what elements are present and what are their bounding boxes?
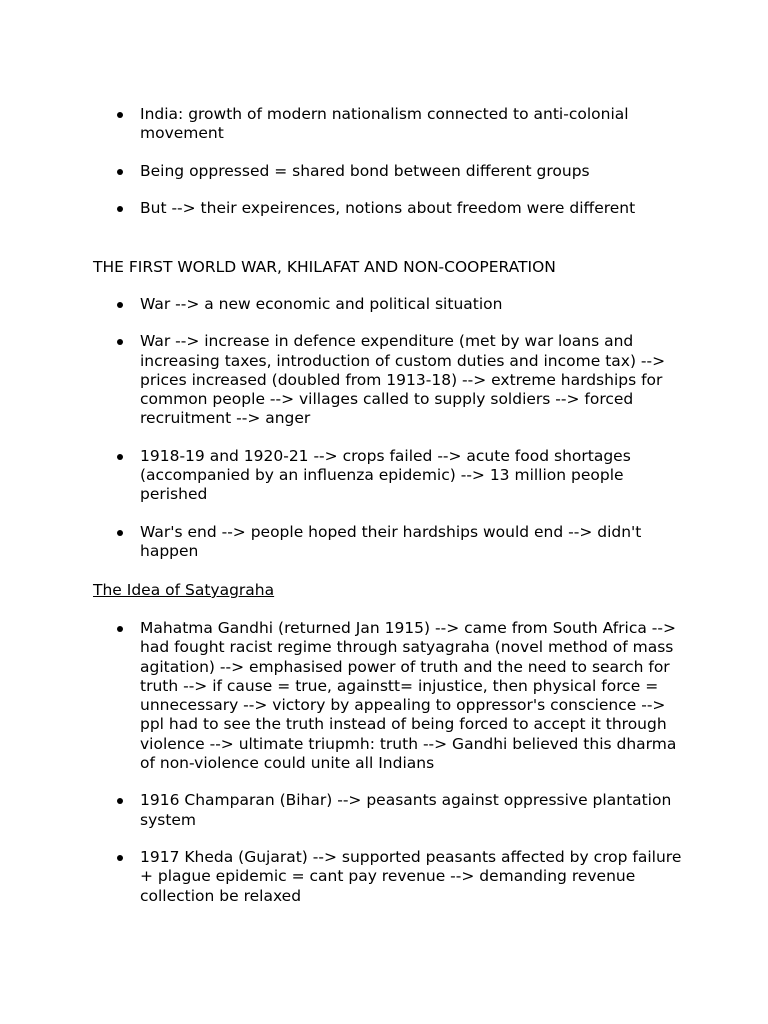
bullet-item: War's end --> people hoped their hardships would end --> didn't happen: [115, 523, 685, 562]
bullet-item: But --> their expeirences, notions about freedom were different: [115, 199, 685, 218]
bullet-item: 1916 Champaran (Bihar) --> peasants against oppressive plantation system: [115, 791, 685, 830]
section-2-bullet-list: [115, 295, 685, 561]
section-heading-first-world-war: THE FIRST WORLD WAR, KHILAFAT AND NON-COOPERATION: [93, 258, 556, 276]
bullet-item: 1918-19 and 1920-21 --> crops failed --> acute food shortages (accompanied by an influenza epidemic) --> 13 million people perished: [115, 447, 685, 505]
bullet-item: India: growth of modern nationalism connected to anti-colonial movement: [115, 105, 685, 144]
bullet-item: Mahatma Gandhi (returned Jan 1915) --> came from South Africa --> had fought racist regime through satyagraha (novel method of mass agitation) --> emphasised power of truth and the need to search for truth --> if cause = true, againstt= injustice, then physical force = unnecessary --> victory by appealing to oppressor's conscience --> ppl had to see the truth instead of being forced to accept it through violence --> ultimate triupmh: truth --> Gandhi believed this dharma of non-violence could unite all Indians: [115, 619, 685, 773]
section-1-bullet-list: [115, 105, 685, 218]
bullet-item: 1917 Kheda (Gujarat) --> supported peasants affected by crop failure + plague epidemic = cant pay revenue --> demanding revenue collection be relaxed: [115, 848, 685, 906]
section-3-bullet-list: [115, 619, 685, 906]
bullet-item: Being oppressed = shared bond between different groups: [115, 162, 685, 181]
bullet-item: War --> a new economic and political situation: [115, 295, 685, 314]
bullet-item: War --> increase in defence expenditure (met by war loans and increasing taxes, introduction of custom duties and income tax) --> prices increased (doubled from 1913-18) --> extreme hardships for common people --> villages called to supply soldiers --> forced recruitment --> anger: [115, 332, 685, 428]
section-heading-idea-of-satyagraha: The Idea of Satyagraha: [93, 581, 275, 599]
